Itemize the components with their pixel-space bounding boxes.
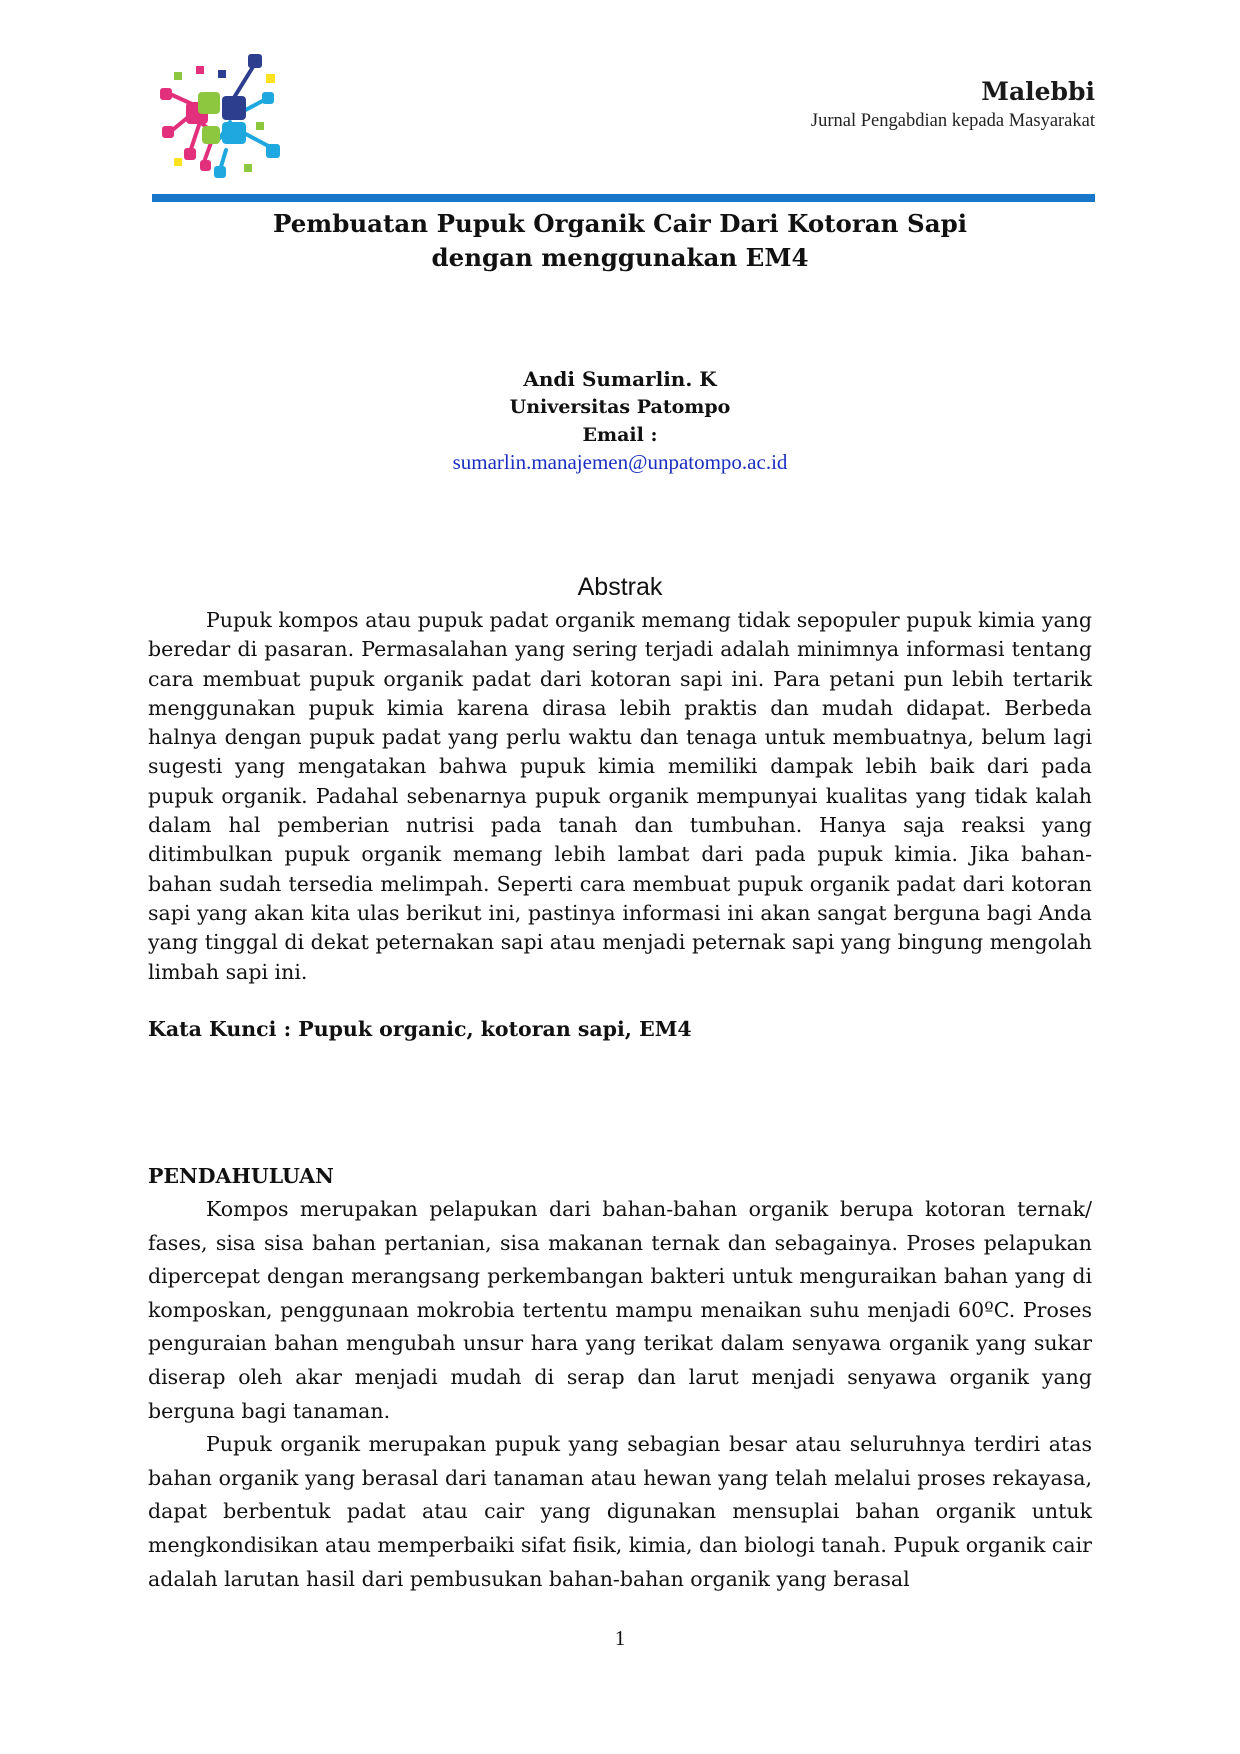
keywords: Kata Kunci : Pupuk organic, kotoran sapi, EM4 — [148, 1017, 692, 1041]
author-name: Andi Sumarlin. K — [523, 367, 717, 391]
introduction-body — [148, 1193, 1092, 1596]
abstract-heading: Abstrak — [577, 573, 663, 601]
article-title-line2: dengan menggunakan EM4 — [431, 243, 809, 272]
header-divider — [152, 194, 1095, 202]
article-title-line1: Pembuatan Pupuk Organik Cair Dari Kotoran Sapi — [272, 209, 968, 238]
introduction-heading: PENDAHULUAN — [148, 1164, 334, 1188]
journal-name: Malebbi — [981, 77, 1095, 106]
email-label: Email : — [582, 424, 658, 446]
abstract-body: Pupuk kompos atau pupuk padat organik memang tidak sepopuler pupuk kimia yang beredar di pasaran. Permasalahan yang sering terjadi adalah minimnya informasi tentang cara membuat pupuk organik padat dari kotoran sapi ini. Para petani pun lebih tertarik menggunakan pupuk kimia karena dirasa lebih praktis dan mudah didapat. Berbeda halnya dengan pupuk padat yang perlu waktu dan tenaga untuk membuatnya, belum lagi sugesti yang mengatakan bahwa pupuk kimia memiliki dampak lebih baik dari pada pupuk organik. Padahal sebenarnya pupuk organik mempunyai kualitas yang tidak kalah dalam hal pemberian nutrisi pada tanah dan tumbuhan. Hanya saja reaksi yang ditimbulkan pupuk organik memang lebih lambat dari pada pupuk kimia. Jika bahan-bahan sudah tersedia melimpah. Seperti cara membuat pupuk organik padat dari kotoran sapi yang akan kita ulas berikut ini, pastinya informasi ini akan sangat berguna bagi Anda yang tinggal di dekat peternakan sapi atau menjadi peternak sapi yang bingung mengolah limbah sapi ini. — [148, 608, 1092, 984]
article-title — [150, 207, 1090, 275]
page-number: 1 — [614, 1626, 626, 1650]
author-email-link[interactable]: sumarlin.manajemen@unpatompo.ac.id — [452, 450, 788, 474]
journal-logo-icon — [160, 52, 306, 186]
journal-subtitle: Jurnal Pengabdian kepada Masyarakat — [810, 111, 1095, 131]
introduction-paragraph-1: Kompos merupakan pelapukan dari bahan-bahan organik berupa kotoran ternak/ fases, sisa sisa bahan pertanian, sisa makanan ternak dan sebagainya. Proses pelapukan dipercepat dengan merangsang perkembangan bakteri untuk menguraikan bahan yang di komposkan, penggunaan mokrobia tertentu mampu menaikan suhu menjadi 60ºC. Proses penguraian bahan mengubah unsur hara yang terikat dalam senyawa organik yang sukar diserap oleh akar menjadi mudah di serap dan larut menjadi senyawa organik yang berguna bagi tanaman. — [148, 1197, 1092, 1423]
author-affiliation: Universitas Patompo — [509, 396, 731, 418]
introduction-paragraph-2: Pupuk organik merupakan pupuk yang sebagian besar atau seluruhnya terdiri atas bahan organik yang berasal dari tanaman atau hewan yang telah melalui proses rekayasa, dapat berbentuk padat atau cair yang digunakan mensuplai bahan organik untuk mengkondisikan atau memperbaiki sifat fisik, kimia, dan biologi tanah. Pupuk organik cair adalah larutan hasil dari pembusukan bahan-bahan organik yang berasal — [148, 1432, 1092, 1591]
